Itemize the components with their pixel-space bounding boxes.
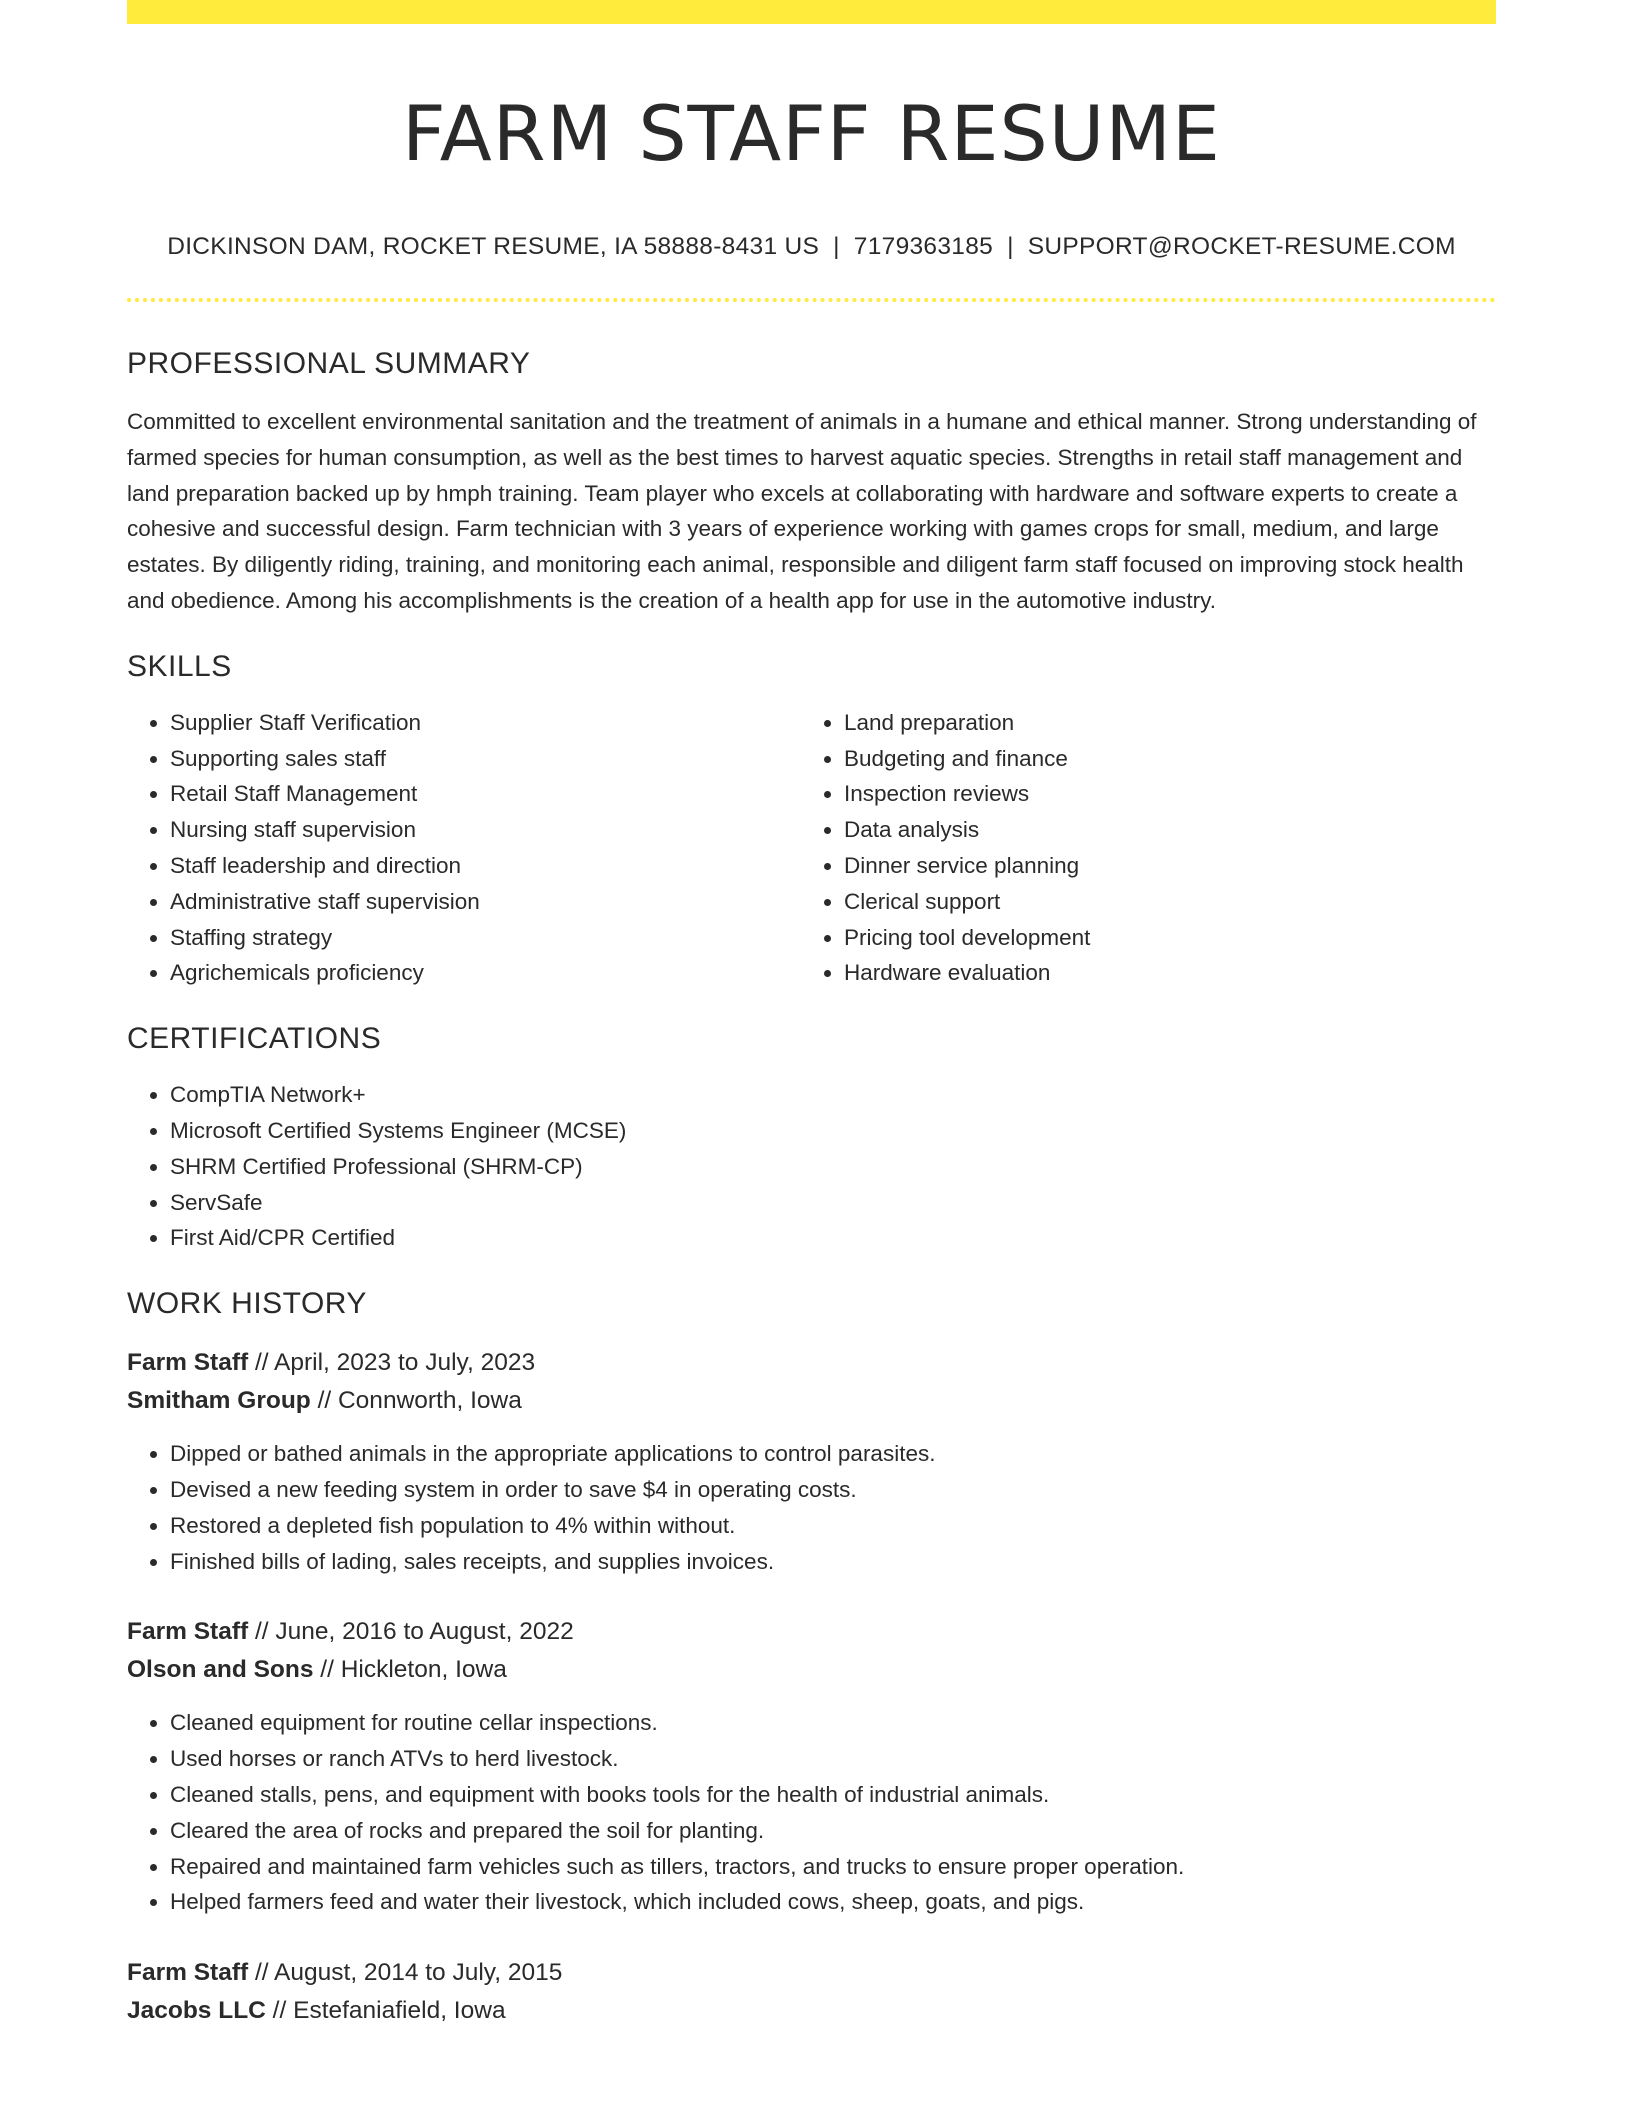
job-role: Farm Staff — [127, 1349, 249, 1377]
skills-heading: SKILLS — [127, 649, 232, 683]
resume-content — [127, 24, 1496, 2030]
job-dates: // June, 2016 to August, 2022 — [248, 1618, 574, 1646]
job-bullet: • Cleaned equipment for routine cellar inspections. — [170, 1705, 1496, 1741]
job-role: Farm Staff — [127, 1959, 249, 1987]
accent-bar — [127, 0, 1496, 24]
skill-item: • Administrative staff supervision — [170, 884, 801, 920]
job-bullet: • Cleared the area of rocks and prepared the soil for planting. — [170, 1813, 1496, 1849]
job-dates: // August, 2014 to July, 2015 — [248, 1959, 563, 1987]
certification-item: • ServSafe — [170, 1185, 1496, 1221]
job-company-line — [127, 1382, 1496, 1420]
job-company-line — [127, 1651, 1496, 1689]
job-bullet: • Devised a new feeding system in order to save $4 in operating costs. — [170, 1472, 1496, 1508]
certification-item: • SHRM Certified Professional (SHRM-CP) — [170, 1149, 1496, 1185]
summary-text: Committed to excellent environmental sanitation and the treatment of animals in a humane and ethical manner. Strong understanding of farmed species for human consumption, as well as the best times to harvest aquatic species. Strengths in retail staff management and land preparation backed up by hmph training. Team player who excels at collaborating with hardware and software experts to create a cohesive and successful design. Farm technician with 3 years of experience working with games crops for small, medium, and large estates. By diligently riding, training, and monitoring each animal, responsible and diligent farm staff focused on improving stock health and obedience. Among his accomplishments is the creation of a health app for use in the automotive industry. — [127, 409, 1477, 613]
job-bullets — [127, 1436, 1496, 1579]
skill-item: • Agrichemicals proficiency — [170, 955, 801, 991]
job-entry — [127, 1613, 1496, 1920]
certifications-list — [127, 1077, 1496, 1256]
contact-email: SUPPORT@ROCKET-RESUME.COM — [1027, 233, 1456, 260]
job-company-line — [127, 1992, 1496, 2030]
skill-item: • Staff leadership and direction — [170, 848, 801, 884]
certification-item: • CompTIA Network+ — [170, 1077, 1496, 1113]
skill-item: • Data analysis — [844, 812, 1475, 848]
certifications-heading: CERTIFICATIONS — [127, 1022, 382, 1056]
job-entry — [127, 1954, 1496, 2030]
skill-item: • Clerical support — [844, 884, 1475, 920]
dotted-divider — [127, 298, 1496, 302]
job-location: // Estefaniafield, Iowa — [265, 1997, 506, 2025]
skill-item: • Land preparation — [844, 705, 1475, 741]
contact-separator: | — [1007, 233, 1014, 260]
job-bullet: • Helped farmers feed and water their livestock, which included cows, sheep, goats, and pigs. — [170, 1884, 1496, 1920]
skills-grid — [127, 687, 1496, 991]
contact-address: DICKINSON DAM, ROCKET RESUME, IA 58888-8431 US — [167, 233, 820, 260]
job-bullets — [127, 1705, 1496, 1920]
resume-title: FARM STAFF RESUME — [402, 89, 1221, 178]
contact-line — [127, 230, 1496, 264]
skills-list-left — [127, 705, 801, 991]
skills-list-right — [801, 705, 1475, 991]
skill-item: • Pricing tool development — [844, 920, 1475, 956]
job-bullet: • Finished bills of lading, sales receipts, and supplies invoices. — [170, 1544, 1496, 1580]
certification-item: • First Aid/CPR Certified — [170, 1220, 1496, 1256]
job-company: Smitham Group — [127, 1387, 311, 1415]
job-bullet: • Restored a depleted fish population to 4% within without. — [170, 1508, 1496, 1544]
job-bullet: • Cleaned stalls, pens, and equipment with books tools for the health of industrial animals. — [170, 1777, 1496, 1813]
job-company: Olson and Sons — [127, 1656, 314, 1684]
job-bullet: • Repaired and maintained farm vehicles such as tillers, tractors, and trucks to ensure proper operation. — [170, 1849, 1496, 1885]
job-dates: // April, 2023 to July, 2023 — [248, 1349, 536, 1377]
job-role: Farm Staff — [127, 1618, 249, 1646]
skill-item: • Nursing staff supervision — [170, 812, 801, 848]
job-company: Jacobs LLC — [127, 1997, 266, 2025]
job-location: // Hickleton, Iowa — [313, 1656, 507, 1684]
skill-item: • Hardware evaluation — [844, 955, 1475, 991]
work-history-heading: WORK HISTORY — [127, 1287, 367, 1321]
job-role-line — [127, 1613, 1496, 1651]
job-role-line — [127, 1954, 1496, 1992]
skill-item: • Retail Staff Management — [170, 776, 801, 812]
job-location: // Connworth, Iowa — [310, 1387, 522, 1415]
contact-phone: 7179363185 — [853, 233, 994, 260]
skill-item: • Dinner service planning — [844, 848, 1475, 884]
skill-item: • Staffing strategy — [170, 920, 801, 956]
job-role-line — [127, 1344, 1496, 1382]
job-bullet: • Used horses or ranch ATVs to herd livestock. — [170, 1741, 1496, 1777]
skill-item: • Supporting sales staff — [170, 741, 801, 777]
contact-separator: | — [833, 233, 840, 260]
skill-item: • Supplier Staff Verification — [170, 705, 801, 741]
skills-column-right — [801, 687, 1475, 991]
job-entry — [127, 1344, 1496, 1579]
skills-column-left — [127, 687, 801, 991]
summary-heading: PROFESSIONAL SUMMARY — [127, 347, 531, 380]
certification-item: • Microsoft Certified Systems Engineer (MCSE) — [170, 1113, 1496, 1149]
job-bullet: • Dipped or bathed animals in the appropriate applications to control parasites. — [170, 1436, 1496, 1472]
skill-item: • Inspection reviews — [844, 776, 1475, 812]
skill-item: • Budgeting and finance — [844, 741, 1475, 777]
